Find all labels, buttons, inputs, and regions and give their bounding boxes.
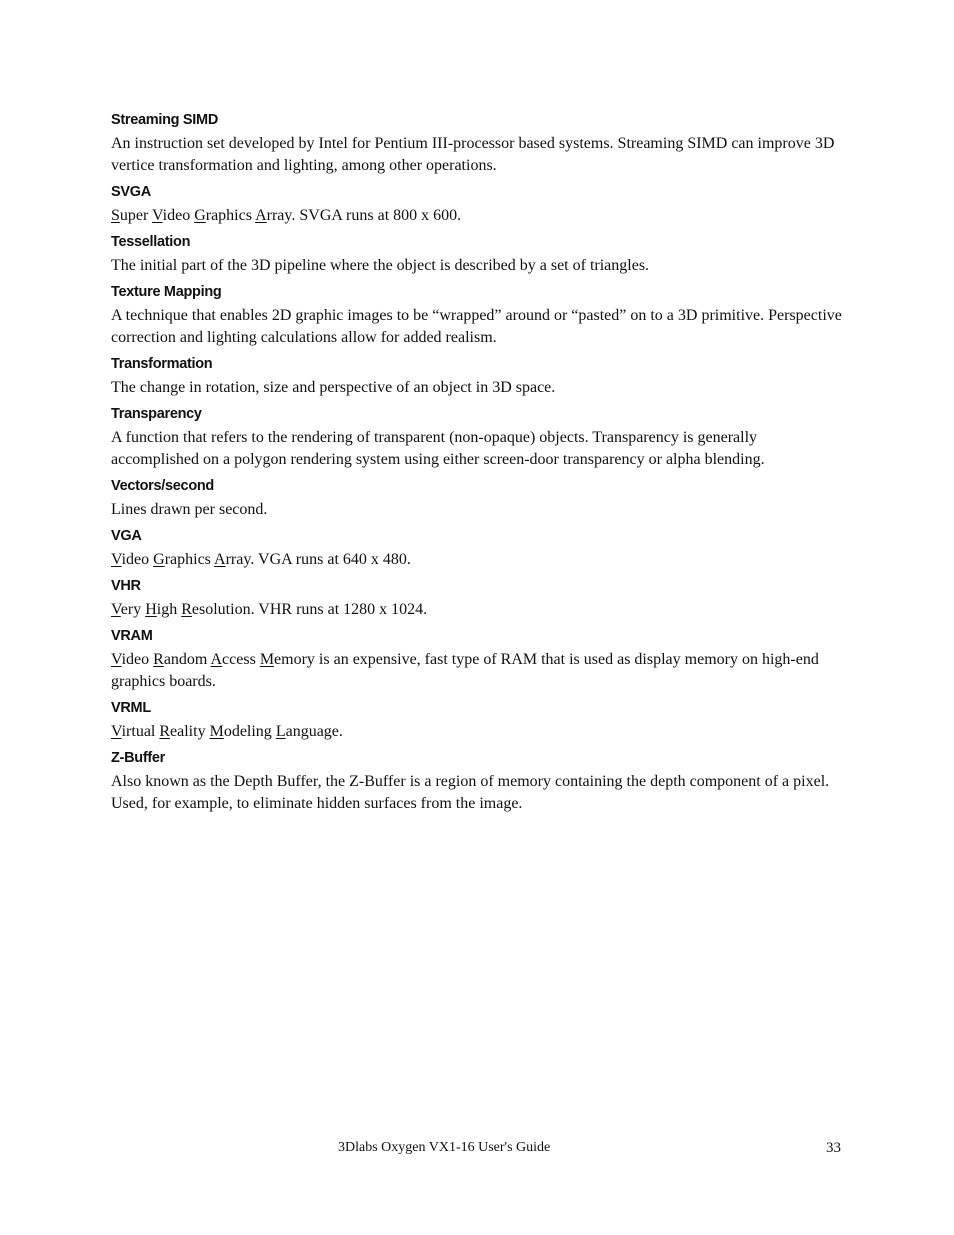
glossary-entry [111, 232, 846, 277]
glossary-entry [111, 626, 846, 693]
glossary-page [111, 110, 846, 820]
acronym-letter: V [111, 723, 122, 740]
glossary-definition [111, 599, 846, 621]
glossary-entry [111, 576, 846, 621]
glossary-list [111, 110, 846, 815]
glossary-term: Tessellation [111, 234, 191, 250]
glossary-term: Transparency [111, 406, 202, 422]
glossary-definition [111, 649, 846, 693]
definition-text: ideo [121, 551, 154, 568]
acronym-letter: S [111, 207, 120, 224]
acronym-letter: L [275, 723, 286, 740]
definition-text: uper [119, 207, 153, 224]
acronym-letter: G [194, 207, 206, 224]
glossary-term: VRAM [111, 628, 153, 644]
glossary-term: Texture Mapping [111, 284, 222, 300]
acronym-letter: M [209, 723, 224, 740]
definition-text: raphics [164, 551, 215, 568]
glossary-entry [111, 354, 846, 399]
acronym-letter: R [153, 651, 164, 668]
definition-text: esolution. VHR runs at 1280 x 1024. [191, 601, 428, 618]
glossary-entry [111, 282, 846, 349]
glossary-entry [111, 182, 846, 227]
acronym-letter: R [159, 723, 171, 740]
definition-text: Lines drawn per second. [111, 501, 268, 518]
glossary-definition [111, 427, 846, 471]
definition-text: The initial part of the 3D pipeline where the object is described by a set of triangles. [111, 257, 650, 274]
definition-text: raphics [205, 207, 256, 224]
definition-text: ideo [162, 207, 195, 224]
acronym-letter: V [111, 601, 121, 618]
definition-text: The change in rotation, size and perspective of an object in 3D space. [111, 379, 556, 396]
glossary-entry [111, 698, 846, 743]
definition-text: ery [120, 601, 146, 618]
definition-text: Also known as the Depth Buffer, the Z-Buffer is a region of memory containing the depth component of a pixel. Used, for example, to eliminate hidden surfaces from the image. [111, 773, 830, 812]
glossary-entry [111, 110, 846, 177]
acronym-letter: A [214, 551, 226, 568]
acronym-letter: A [255, 207, 267, 224]
glossary-term: VRML [111, 700, 151, 716]
acronym-letter: R [181, 601, 192, 618]
definition-text: A function that refers to the rendering of transparent (non-opaque) objects. Transparency is generally accomplished on a polygon rendering system using either screen-door transparency or alpha blending. [111, 429, 765, 468]
glossary-definition [111, 205, 846, 227]
glossary-term: VHR [111, 578, 141, 594]
glossary-term: SVGA [111, 184, 151, 200]
definition-text: rray. VGA runs at 640 x 480. [225, 551, 411, 568]
definition-text: eality [170, 723, 210, 740]
glossary-definition [111, 255, 846, 277]
definition-text: emory is an expensive, fast type of RAM that is used as display memory on high-end graphics boards. [111, 651, 819, 690]
glossary-definition [111, 305, 846, 349]
page-number: 33 [826, 1140, 841, 1156]
glossary-term: Streaming SIMD [111, 112, 218, 128]
glossary-term: Vectors/second [111, 478, 214, 494]
acronym-letter: G [153, 551, 165, 568]
glossary-definition [111, 377, 846, 399]
acronym-letter: A [210, 651, 223, 668]
definition-text: ccess [222, 651, 260, 668]
glossary-entry [111, 476, 846, 521]
definition-text: igh [156, 601, 182, 618]
definition-text: rray. SVGA runs at 800 x 600. [266, 207, 462, 224]
definition-text: ideo [121, 651, 154, 668]
definition-text: anguage. [285, 723, 343, 740]
glossary-definition [111, 721, 846, 743]
glossary-definition [111, 499, 846, 521]
glossary-term: VGA [111, 528, 142, 544]
definition-text: An instruction set developed by Intel for Pentium III-processor based systems. Streaming SIMD can improve 3D vertice transformation and lighting, among other operations. [111, 135, 835, 174]
definition-text: andom [163, 651, 211, 668]
glossary-definition [111, 771, 846, 815]
acronym-letter: V [152, 207, 163, 224]
footer-title: 3Dlabs Oxygen VX1-16 User's Guide [338, 1140, 551, 1155]
definition-text: odeling [223, 723, 276, 740]
definition-text: A technique that enables 2D graphic images to be “wrapped” around or “pasted” on to a 3D primitive. Perspective correction and lighting calculations allow for added realism. [111, 307, 842, 346]
glossary-entry [111, 748, 846, 815]
acronym-letter: V [111, 651, 122, 668]
glossary-term: Transformation [111, 356, 213, 372]
glossary-entry [111, 526, 846, 571]
glossary-entry [111, 404, 846, 471]
acronym-letter: V [111, 551, 122, 568]
glossary-definition [111, 549, 846, 571]
definition-text: irtual [121, 723, 160, 740]
glossary-definition [111, 133, 846, 177]
acronym-letter: H [145, 601, 157, 618]
acronym-letter: M [259, 651, 275, 668]
glossary-term: Z-Buffer [111, 750, 165, 766]
